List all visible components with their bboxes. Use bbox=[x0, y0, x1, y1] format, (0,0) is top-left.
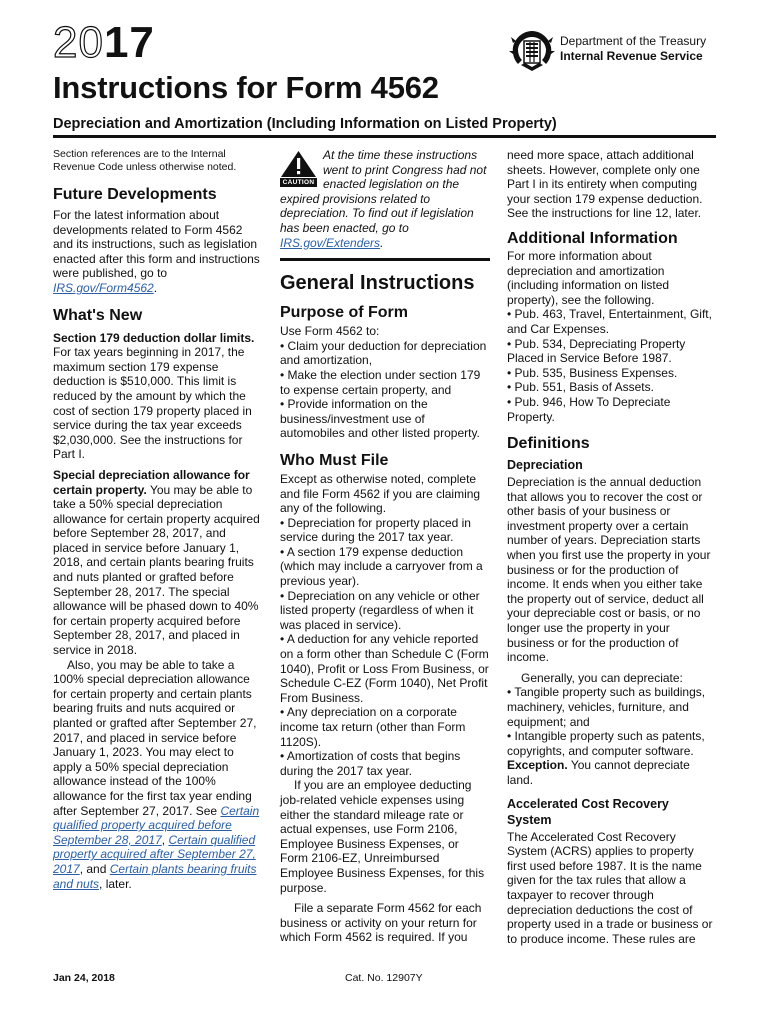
column-1 bbox=[53, 148, 263, 891]
intro-note: Section references are to the Internal Revenue Code unless otherwise noted. bbox=[53, 148, 237, 173]
qualified-before-link[interactable]: Certain qualified property acquired before September 28, 2017 bbox=[53, 803, 260, 847]
special-allowance-paragraph: Special depreciation allowance for certain property. You may be able to take a 50% special depreciation allowance for certain property acquired before September 28, 2017, and placed in service before January 1, 2018, and certain plants bearing fruits and nuts planted or grafted before September 28, 2017. The special allowance will be phased down to 40% for certain property acquired before September 28, 2017, and placed in service in 2018. bbox=[53, 467, 260, 658]
publication-item: • Pub. 551, Basis of Assets. bbox=[507, 380, 654, 395]
purpose-bullet: • Provide information on the business/investment use of automobiles and other listed property. bbox=[280, 397, 480, 441]
definitions-heading: Definitions bbox=[507, 435, 590, 453]
whats-new-heading: What's New bbox=[53, 306, 143, 324]
plants-link[interactable]: Certain plants bearing fruits and nuts bbox=[53, 861, 257, 891]
agency-block bbox=[560, 34, 706, 64]
depreciate-bullet: • Tangible property such as buildings, machinery, vehicles, furniture, and equipment; and bbox=[507, 685, 706, 729]
additional-information-heading: Additional Information bbox=[507, 229, 678, 247]
future-developments-heading: Future Developments bbox=[53, 186, 217, 203]
column-2 bbox=[280, 148, 490, 945]
depreciation-text: Depreciation is the annual deduction that allows you to recover the cost or other basis of your business or investment property over a certain number of years. Depreciation starts when you first use the property in your business or for the production of income. It ends when you either take the property out of service, deduct all your depreciable cost or basis, or no longer use the property in your business or for the production of income. bbox=[507, 475, 711, 665]
depreciation-heading: Depreciation bbox=[507, 458, 583, 473]
caution-label: CAUTION bbox=[280, 178, 317, 187]
purpose-intro: Use Form 4562 to: bbox=[280, 324, 380, 339]
irs-seal-icon bbox=[509, 29, 555, 73]
who-intro: Except as otherwise noted, complete and file Form 4562 if you are claiming any of the following. bbox=[280, 471, 481, 516]
publication-item: • Pub. 534, Depreciating Property Placed in Service Before 1987. bbox=[507, 336, 686, 366]
footer-date: Jan 24, 2018 bbox=[53, 972, 115, 984]
column-3 bbox=[507, 148, 716, 946]
acrs-heading: Accelerated Cost Recovery System bbox=[507, 796, 669, 827]
who-bullet: • Any depreciation on a corporate income tax return (other than Form 1120S). bbox=[280, 705, 466, 749]
depreciate-bullet: • Intangible property such as patents, copyrights, and computer software. bbox=[507, 729, 705, 758]
purpose-heading: Purpose of Form bbox=[280, 304, 409, 322]
who-bullet: • Depreciation for property placed in service during the 2017 tax year. bbox=[280, 515, 471, 545]
also-paragraph: Also, you may be able to take a 100% special depreciation allowance for certain property and certain plants bearing fruits and nuts acquired or planted or grafted after September 27, 2017, and placed in service before January 1, 2023. You may elect to apply a 50% special depreciation allowance instead of the 100% allowance for the first tax year ending after September 27, 2017. See Certain qualified property acquired before September 28, 2017, Certain qualified property acquired after September 27, 2017, and Certain plants bearing fruits and nuts, later. bbox=[53, 657, 260, 891]
employee-paragraph: If you are an employee deducting job-related vehicle expenses using either the standard mileage rate or actual expenses, use Form 2106, Employee Business Expenses, or Form 2106-EZ, Unreimbursed Employee Business Expenses, for this purpose. bbox=[280, 778, 485, 895]
publication-item: • Pub. 946, How To Depreciate Property. bbox=[507, 394, 671, 424]
irs-line: Internal Revenue Service bbox=[560, 49, 703, 63]
additional-intro: For more information about depreciation and amortization (including information on listed property), see the following. bbox=[507, 248, 670, 307]
purpose-bullet: • Claim your deduction for depreciation and amortization, bbox=[280, 338, 487, 368]
page-title: Instructions for Form 4562 bbox=[53, 70, 439, 105]
continued-text: need more space, attach additional sheets. However, complete only one Part I in its entirety when computing your section 179 expense deduction. See the instructions for line 12, later. bbox=[507, 148, 703, 221]
form4562-link[interactable]: IRS.gov/Form4562 bbox=[53, 280, 154, 295]
who-bullet: • A section 179 expense deduction (which may include a carryover from a previous year). bbox=[280, 544, 483, 589]
who-bullet: • Amortization of costs that begins during the 2017 tax year. bbox=[280, 749, 461, 778]
purpose-bullet: • Make the election under section 179 to expense certain property, and bbox=[280, 367, 481, 397]
form-year: 2017 bbox=[53, 18, 155, 67]
who-must-file-heading: Who Must File bbox=[280, 451, 389, 469]
dept-line: Department of the Treasury bbox=[560, 34, 707, 48]
publication-item: • Pub. 535, Business Expenses. bbox=[507, 365, 678, 380]
general-instructions-heading: General Instructions bbox=[280, 272, 475, 295]
qualified-after-link[interactable]: Certain qualified property acquired after September 27, 2017 bbox=[53, 832, 256, 876]
separate-form-paragraph: File a separate Form 4562 for each business or activity on your return for which Form 4562 is required. If you bbox=[280, 901, 482, 945]
extenders-link[interactable]: IRS.gov/Extenders bbox=[280, 235, 381, 250]
future-developments-text: For the latest information about developments related to Form 4562 and its instructions, such as legislation enacted after this form and instructions were published, go to IRS.gov/Form4562. bbox=[53, 208, 260, 295]
catalog-number: Cat. No. 12907Y bbox=[345, 972, 423, 984]
who-bullet: • Depreciation on any vehicle or other listed property (regardless of when it was placed in service). bbox=[280, 588, 480, 632]
section-divider bbox=[280, 258, 490, 261]
section179-paragraph: Section 179 deduction dollar limits. For tax years beginning in 2017, the maximum section 179 expense deduction is $510,000. This limit is reduced by the amount by which the cost of section 179 property placed in service during the tax year exceeds $2,030,000. See the instructions for Part I. bbox=[53, 330, 255, 462]
publication-item: • Pub. 463, Travel, Entertainment, Gift, and Car Expenses. bbox=[507, 307, 712, 336]
generally-text: Generally, you can depreciate: bbox=[521, 670, 683, 685]
acrs-text: The Accelerated Cost Recovery System (ACRS) applies to property first used before 1987. It is the name given for the tax rules that allow a taxpayer to recover through depreciation deductions the cost of property used in a trade or business or to produce income. These rules are bbox=[507, 829, 713, 946]
who-bullet: • A deduction for any vehicle reported on a form other than Schedule C (Form 1040), Profit or Loss From Business, or Schedule C-EZ (Form 1040), Net Profit From Business. bbox=[280, 632, 489, 705]
page-subtitle: Depreciation and Amortization (Including Information on Listed Property) bbox=[53, 116, 557, 132]
exception-paragraph: Exception. You cannot depreciate land. bbox=[507, 758, 690, 787]
caution-icon bbox=[280, 150, 317, 187]
caution-text: At the time these instructions went to print Congress had not enacted legislation on the expired provisions related to depreciation. To find out if legislation has been enacted, go to IRS.gov/Extenders. bbox=[280, 148, 487, 250]
header-rule bbox=[53, 135, 716, 138]
